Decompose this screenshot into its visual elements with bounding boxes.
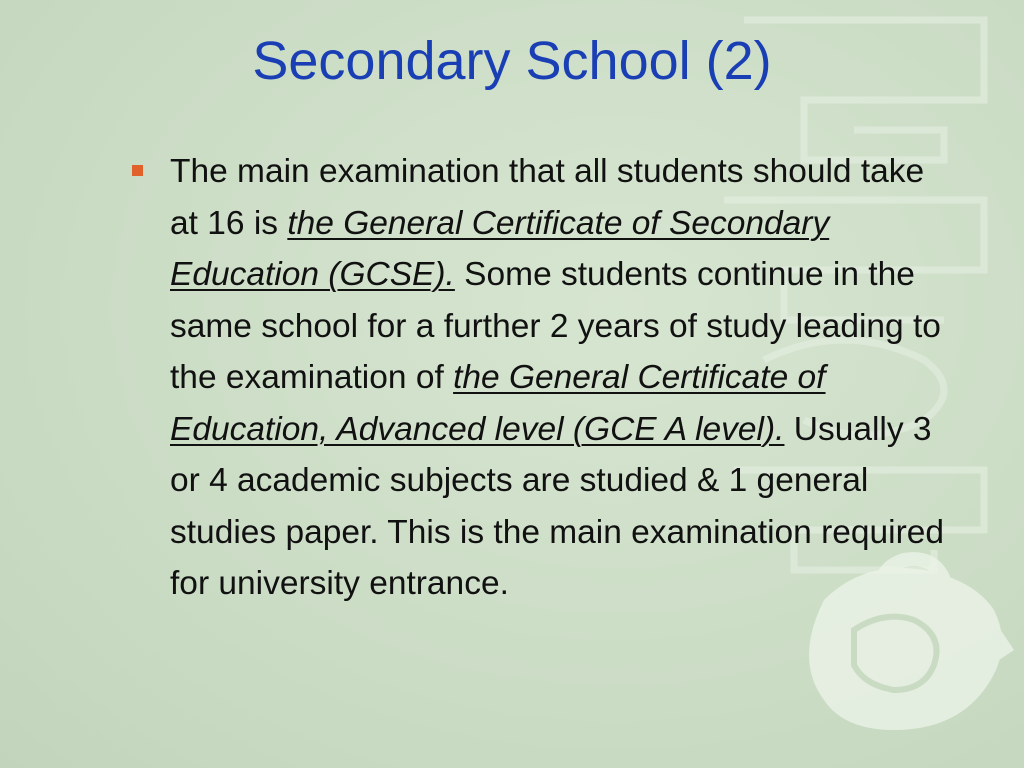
gcse-emphasis: the General Certificate of Secondary Education (GCSE). [170,204,830,293]
bullet-item [130,146,960,610]
bullet-text [170,146,960,610]
bullet-text-part-1: The main examination that all students should take at 16 is [170,153,925,242]
bullet-text-part-2: Some students continue in the same school for a further 2 years of study leading to the examination of [170,256,941,396]
slide-title: Secondary School (2) [252,31,772,91]
slide-content [130,146,960,610]
square-bullet-icon [132,165,143,176]
gce-a-level-emphasis: the General Certificate of Education, Advanced level (GCE A level). [170,359,826,448]
bullet-text-part-3: Usually 3 or 4 academic subjects are studied & 1 general studies paper. This is the main examination required for university entrance. [170,410,945,602]
